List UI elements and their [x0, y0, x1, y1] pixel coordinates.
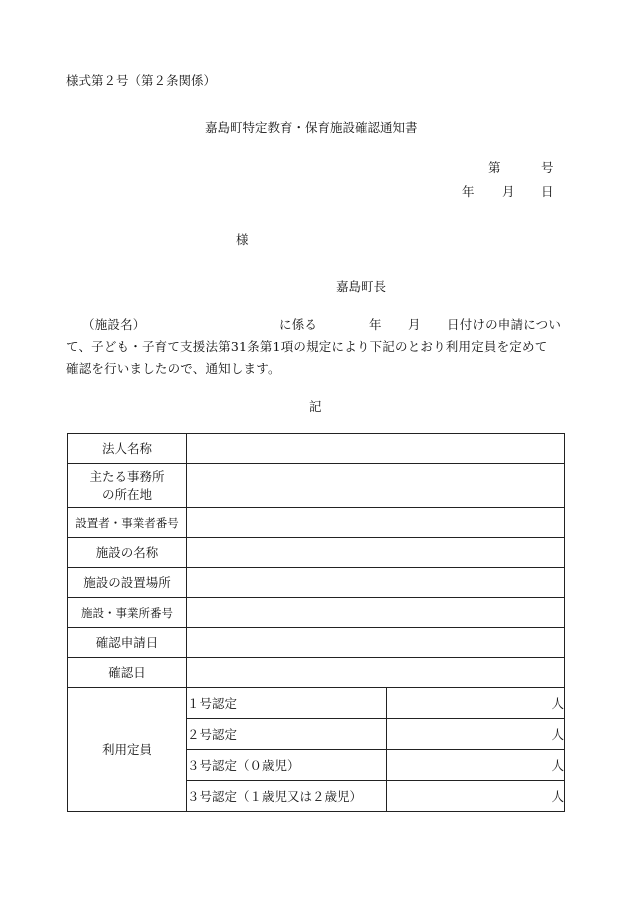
table-row: [68, 434, 565, 464]
row-label: 法人名称: [68, 434, 187, 464]
table-row: [68, 628, 565, 658]
body-month: 月: [408, 317, 421, 332]
body-kakaru: に係る: [279, 317, 318, 332]
date-day: 日: [541, 184, 554, 199]
table-row: [68, 538, 565, 568]
row-label: 確認申請日: [68, 628, 187, 658]
row-label-line: の所在地: [101, 486, 152, 502]
table-row: [68, 688, 565, 719]
table-row: [68, 568, 565, 598]
value-cell: [187, 508, 565, 538]
value-cell: [187, 538, 565, 568]
row-label: 施設の設置場所: [68, 568, 187, 598]
table-row: [68, 464, 565, 508]
capacity-item-label: ３号認定（０歳児）: [187, 750, 387, 781]
row-label: 施設・事業所番号: [68, 598, 187, 628]
capacity-unit: 人: [387, 688, 565, 719]
confirmation-table: [67, 433, 565, 812]
body-year: 年: [369, 317, 382, 332]
value-cell: [187, 598, 565, 628]
capacity-unit: 人: [387, 750, 565, 781]
capacity-unit: 人: [387, 781, 565, 812]
body-line-2: て、子ども・子育て支援法第31条第1項の規定により下記のとおり利用定員を定めて: [66, 339, 548, 354]
ki-heading: 記: [309, 399, 322, 414]
body-paragraph: [66, 314, 566, 380]
date-year: 年: [462, 184, 475, 199]
doc-number-dai: 第: [488, 160, 501, 175]
value-cell: [187, 658, 565, 688]
row-label: [68, 464, 187, 508]
date-month: 月: [502, 184, 515, 199]
form-number: 様式第２号（第２条関係）: [66, 73, 217, 88]
value-cell: [187, 568, 565, 598]
row-label-line: 主たる事務所: [89, 468, 165, 484]
row-label: 設置者・事業者番号: [68, 508, 187, 538]
capacity-label: 利用定員: [68, 688, 187, 812]
capacity-item-label: ３号認定（１歳児又は２歳児）: [187, 781, 387, 812]
capacity-item-label: ２号認定: [187, 719, 387, 750]
value-cell: [187, 434, 565, 464]
doc-number-go: 号: [541, 160, 554, 175]
table-row: [68, 598, 565, 628]
row-label: 施設の名称: [68, 538, 187, 568]
capacity-item-label: １号認定: [187, 688, 387, 719]
body-line-3: 確認を行いましたので、通知します。: [66, 361, 281, 376]
document-title: 嘉島町特定教育・保育施設確認通知書: [205, 120, 418, 135]
facility-name-label: （施設名）: [82, 317, 146, 332]
addressee-suffix: 様: [236, 232, 249, 247]
value-cell: [187, 628, 565, 658]
table-row: [68, 658, 565, 688]
value-cell: [187, 464, 565, 508]
row-label: 確認日: [68, 658, 187, 688]
body-line1-rest: 日付けの申請につい: [447, 317, 562, 332]
table-row: [68, 508, 565, 538]
issuer: 嘉島町長: [336, 279, 387, 294]
capacity-unit: 人: [387, 719, 565, 750]
